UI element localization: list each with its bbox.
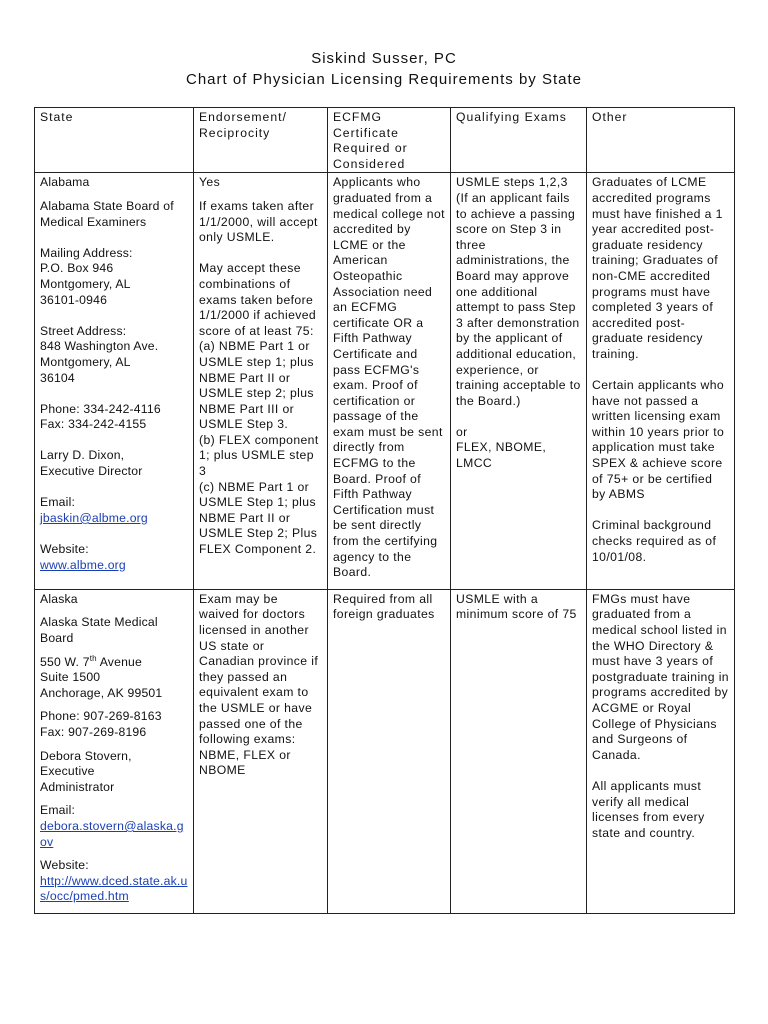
website-block — [40, 858, 188, 905]
document-title: Chart of Physician Licensing Requirements by State — [185, 71, 582, 88]
contact-title: Executive Director — [40, 464, 143, 479]
phone: Phone: 334-242-4116 — [40, 401, 161, 416]
endorsement-combinations — [199, 261, 322, 557]
ecfmg-text: Applicants who graduated from a medical college not accredited by LCME or the American Osteopathic Association need an ECFMG certificate OR a Fifth Pathway Certificate and pass ECFMG's exam. Proof of certification or passage of the exam must be sent directly from ECFMG to the Board. Proof of Fifth Pathway Certification must be sent directly from the certifying agency to the Board. — [333, 175, 445, 580]
website-block — [40, 542, 188, 573]
mailing-line: 36101-0946 — [40, 292, 108, 307]
licensing-requirements-table — [34, 107, 735, 914]
endorsement-option: (a) NBME Part 1 or USMLE step 1; plus NBME Part II or USMLE step 2; plus NBME Part III or USMLE Step 3. — [199, 339, 314, 432]
ordinal-suffix: th — [89, 653, 97, 663]
endorsement-text: Exam may be waived for doctors licensed in another US state or Canadian province if they passed an equivalent exam to the USMLE or have passed one of the following exams: NBME, FLEX or NBOME — [199, 591, 319, 778]
email-block — [40, 803, 188, 850]
other-text: All applicants must verify all medical licenses from every state and country. — [592, 778, 705, 840]
street-line: Montgomery, AL — [40, 354, 131, 369]
email-link[interactable]: debora.stovern@alaska.gov — [40, 818, 184, 849]
website-label: Website: — [40, 542, 89, 557]
column-header-ecfmg: ECFMG Certificate Required or Considered — [328, 108, 451, 173]
column-header-exams: Qualifying Exams — [451, 108, 587, 173]
ecfmg-cell — [328, 173, 451, 589]
fax: Fax: 907-269-8196 — [40, 724, 147, 739]
column-header-state: State — [35, 108, 194, 173]
email-block — [40, 495, 188, 526]
endorsement-option: (b) FLEX component 1; plus USMLE step 3 — [199, 432, 319, 479]
street-number: 550 W. 7 — [40, 654, 90, 669]
ecfmg-cell — [328, 589, 451, 913]
column-header-endorsement: Endorsement/ Reciprocity — [194, 108, 328, 173]
street-line: 848 Washington Ave. — [40, 339, 159, 354]
website-link[interactable]: www.albme.org — [40, 557, 126, 572]
website-label: Website: — [40, 858, 89, 873]
mailing-line: Montgomery, AL — [40, 276, 131, 291]
contact — [40, 749, 188, 796]
ecfmg-text: Required from all foreign graduates — [333, 591, 435, 622]
street-address — [40, 655, 188, 702]
email-link[interactable]: jbaskin@albme.org — [40, 510, 148, 525]
endorsement-text: May accept these combinations of exams taken before 1/1/2000 if achieved score of at least 75: — [199, 261, 317, 338]
street-address — [40, 324, 188, 386]
state-cell — [35, 173, 194, 589]
exams-cell — [451, 173, 587, 589]
email-label: Email: — [40, 803, 76, 818]
table-header-row — [35, 108, 735, 173]
mailing-label: Mailing Address: — [40, 245, 133, 260]
exams-cell — [451, 589, 587, 913]
street-line: 36104 — [40, 370, 75, 385]
other-cell — [587, 589, 735, 913]
other-text: Certain applicants who have not passed a written licensing exam within 10 years prior to application must take SPEX & achieve score of 75+ or be certified by ABMS — [592, 378, 725, 502]
exams-text: or — [456, 424, 468, 439]
other-cell — [587, 173, 735, 589]
phone-fax — [40, 709, 188, 740]
phone: Phone: 907-269-8163 — [40, 709, 162, 724]
state-cell — [35, 589, 194, 913]
endorsement-option: (c) NBME Part 1 or USMLE Step 1; plus — [199, 479, 316, 510]
contact-name: Larry D. Dixon, — [40, 448, 125, 463]
board-name: Alabama State Board of Medical Examiners — [40, 198, 174, 229]
fax: Fax: 334-242-4155 — [40, 417, 147, 432]
exams-text: USMLE with a minimum score of 75 — [456, 591, 577, 622]
mailing-address — [40, 246, 188, 308]
table-row-alaska — [35, 589, 735, 913]
street-line: Anchorage, AK 99501 — [40, 685, 163, 700]
street-name: Avenue — [96, 654, 143, 669]
column-header-other: Other — [587, 108, 735, 173]
email-label: Email: — [40, 495, 76, 510]
endorsement-option: NBME Part II or USMLE Step 2; Plus FLEX Component 2. — [199, 510, 318, 557]
other-text: FMGs must have graduated from a medical school listed in the WHO Directory & must have 3 years of postgraduate training in programs accredited by ACGME or Royal College of Physicians and Surgeons of Canada. — [592, 591, 729, 762]
other-text: Criminal background checks required as of 10/01/08. — [592, 518, 717, 564]
board-name: Alaska State Medical Board — [40, 615, 158, 645]
contact-title: Executive — [40, 764, 95, 779]
exams-text: FLEX, NBOME, LMCC — [456, 440, 547, 471]
mailing-line: P.O. Box 946 — [40, 261, 114, 276]
street-line: Suite 1500 — [40, 670, 101, 685]
phone-fax — [40, 402, 188, 433]
contact-name: Debora Stovern, — [40, 748, 132, 763]
other-text: Graduates of LCME accredited programs must have finished a 1 year accredited post-graduate residency training; Graduates of non-CME accredited programs must have completed 3 years of accredited post-graduate residency training. — [592, 175, 723, 361]
endorsement-text: If exams taken after 1/1/2000, will accept only USMLE. — [199, 198, 318, 245]
firm-name: Siskind Susser, PC — [311, 50, 457, 67]
endorsement-cell — [194, 589, 328, 913]
contact-title: Administrator — [40, 779, 115, 794]
street-line — [40, 655, 188, 671]
contact — [40, 448, 188, 479]
state-name: Alabama — [40, 175, 90, 190]
table-row-alabama — [35, 173, 735, 589]
website-link[interactable]: http://www.dced.state.ak.us/occ/pmed.htm — [40, 873, 188, 904]
street-label: Street Address: — [40, 323, 127, 338]
endorsement-answer: Yes — [199, 175, 221, 190]
exams-text: USMLE steps 1,2,3 (If an applicant fails to achieve a passing score on Step 3 in three administrations, the Board may approve one additional attempt to pass Step 3 after demonstration by the applicant of additional education, experience, or training acceptable to the Board.) — [456, 175, 581, 408]
endorsement-cell — [194, 173, 328, 589]
state-name: Alaska — [40, 591, 78, 606]
